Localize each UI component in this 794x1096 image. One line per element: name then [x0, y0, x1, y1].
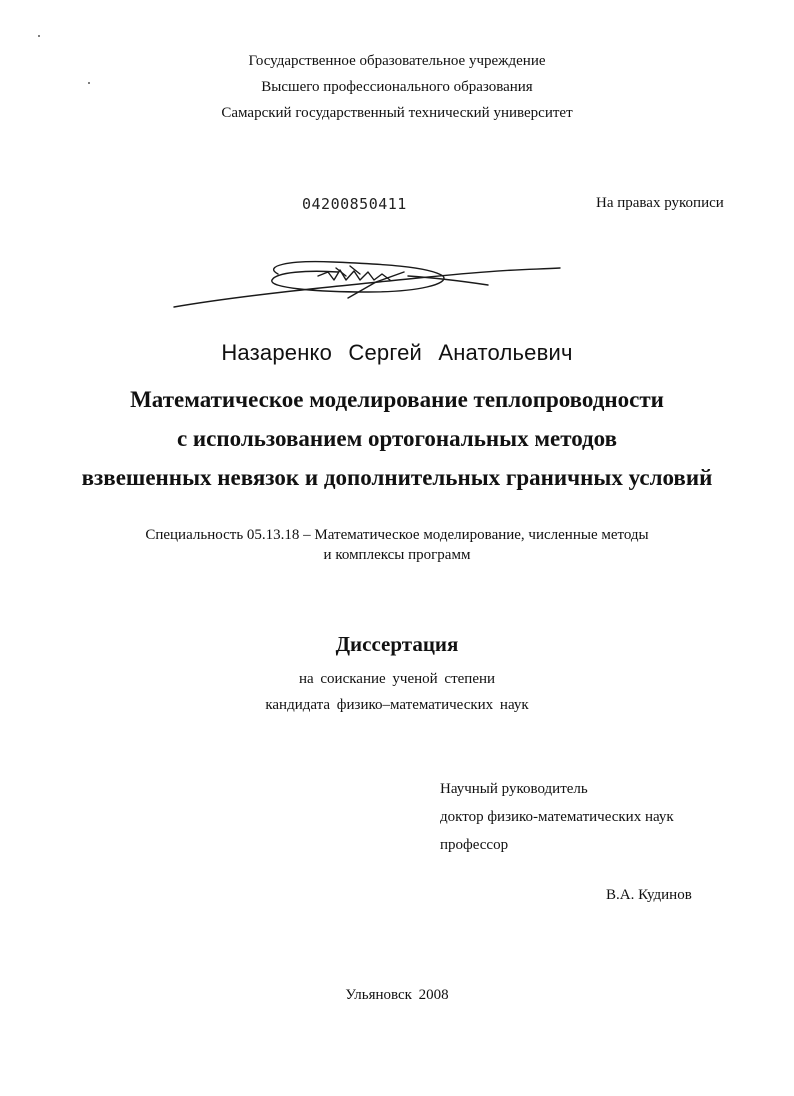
advisor-block	[440, 775, 674, 859]
advisor-name: В.А. Кудинов	[606, 887, 692, 903]
city-year: Ульяновск 2008	[345, 987, 449, 1003]
degree-sought	[0, 666, 794, 718]
scan-speck	[38, 35, 40, 37]
advisor-title: профессор	[440, 837, 509, 853]
title-line-1: Математическое моделирование теплопроводности	[130, 387, 664, 412]
registry-number: 04200850411	[302, 195, 407, 213]
specialty-line-1: Специальность 05.13.18 – Математическое моделирование, численные методы	[145, 527, 649, 543]
work-type-heading: Диссертация	[335, 632, 459, 656]
title-line-2: с использованием ортогональных методов	[176, 426, 618, 451]
institution-line-1: Государственное образовательное учреждение	[248, 53, 546, 69]
handwritten-signature	[168, 252, 588, 322]
degree-line-1: на соискание ученой степени	[298, 671, 496, 687]
advisor-role: Научный руководитель	[440, 781, 588, 797]
title-line-3: взвешенных невязок и дополнительных граничных условий	[81, 465, 713, 490]
specialty-line-2: и комплексы программ	[323, 547, 471, 563]
institution-line-2: Высшего профессионального образования	[261, 79, 533, 95]
rights-note: На правах рукописи	[596, 195, 724, 211]
specialty	[0, 525, 794, 565]
institution-line-3: Самарский государственный технический университет	[221, 105, 573, 121]
dissertation-title	[0, 380, 794, 497]
degree-line-2: кандидата физико–математических наук	[265, 697, 529, 713]
author-name: Назаренко Сергей Анатольевич	[221, 340, 573, 365]
institution-header	[0, 48, 794, 126]
advisor-degree: доктор физико-математических наук	[440, 809, 674, 825]
